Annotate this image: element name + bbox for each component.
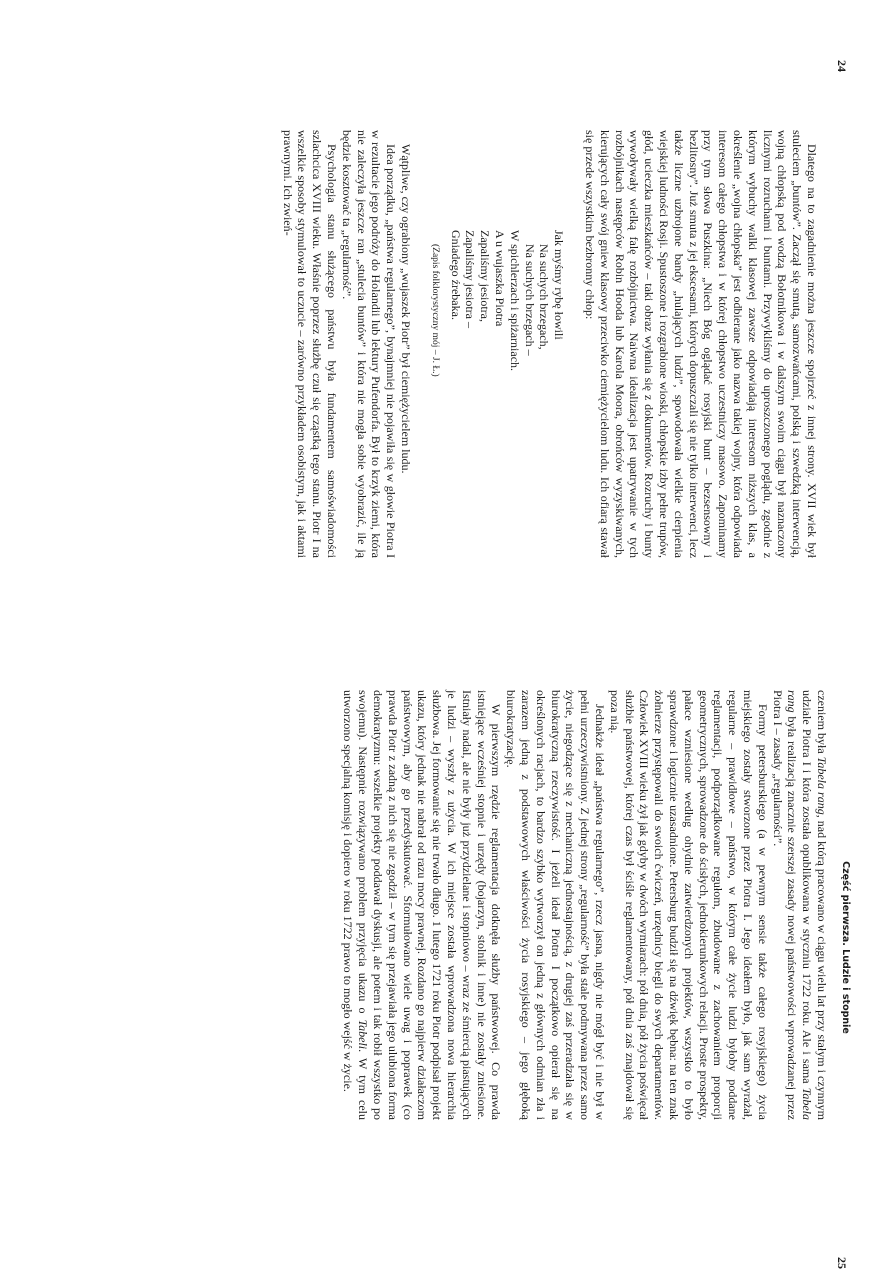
right-paragraph [341, 690, 504, 1120]
poem-line: Na suchych brzegach, [537, 244, 552, 350]
left-paragraph: Wątpliwe, czy ograbiony „wujaszek Piotr” był ciemiężycielem ludu. [399, 144, 414, 474]
running-head: Część pierwsza. Ludzie i stopnie [840, 861, 851, 1034]
poem-line: Jak myśmy rybę łowili [552, 230, 567, 340]
italic-title: Tabela rang [785, 690, 815, 1120]
text-run: była realizacją znacznie szerszej zasady nowej państwowości wprowadzanej przez Piotra I – zasady „regularności”. [770, 690, 800, 1120]
right-paragraph [770, 690, 829, 1120]
italic-title: Tabeli [356, 1019, 371, 1050]
poem-line: Gniadego źrebaka. [448, 230, 463, 320]
right-page [0, 632, 893, 1269]
text-run: W pierwszym rzędzie reglamentacja dotknęła służby państwowej. Co prawda istniejące wcześniej stopnie i urzędy (bojarzyn, stolnik i inne) nie zostały zniesione. Istniały nadal, ale nie były już przydzielane i stopniowo – wraz ze śmiercią piastujących je ludzi – wyszły z użycia. W ich miejsce została wprowadzona nowa hierarchia służbowa. Jej formowanie się nie trwało długo. 1 lutego 1721 roku Piotr podpisał projekt ukazu, który jednak nie nabrał od razu mocy prawnej. Rozdano go najpierw działaczom państwowym, aby go przedyskutować. Sformułowano wiele uwag i poprawek (co prawda Piotr z zadną z nich się nie zgodził – w tym się przejawiała jego ulubiona forma demokratyzmu: wszelkie projekty poddawał dyskusji, ale potem i tak robił wszystko po swojemu). Następnie rozwiązywano problem przyjęcia ukazu o [356, 690, 504, 1120]
text-run: , nad którą pracowano w ciągu wielu lat przy stałym i czynnym udziale Piotra I i która została opublikowana w styczniu 1722 roku. Ale i sama [800, 690, 829, 1120]
left-page-text [280, 130, 819, 558]
poem-line: A u wujaszka Piotra [493, 230, 508, 327]
poem-line: Na suchych brzegach – [522, 244, 537, 356]
right-paragraph: Formy petersburskiego (a w pewnym sensie także całego rosyjskiego) życia miejskiego zostały stworzone przez Piotra I. Jego ideałem było, jak sam wyrażał, regularne – prawidłowe – państwo, w którym całe życie ludzi byłoby poddane reglamentacji, podporządkowane regułom, zbudowane z zachowaniem proporcji geometrycznych, sprowadzone do ścisłych, jednokierunkowych relacji. Proste prospekty, pałace wzniesione według ohydnie zatwierdzonych projektów, wszystko to było sprawdzone i logicznie uzasadnione. Petersburg budził się na dźwięk bębna: na ten znak żołnierze przystępowali do swoich ćwiczeń, urzędnicy biegli do swych departamentów. Człowiek XVIII wieku żył jak gdyby w dwóch wymiarach: pół dnia, pół życia poświęcał służbie państwowej, której czas był ściśle reglamentowany, pół dnia zaś znajdował się poza nią. [607, 690, 770, 1120]
poem-line: Zapaliśmy jesiotra – [463, 230, 478, 328]
folk-poem [427, 230, 566, 558]
text-run: czeniem była [815, 690, 829, 757]
left-paragraph: Idea porządku, „państwa regularnego”, bynajmniej nie pojawiła się w głowie Piotra I w rezultacie jego podróży do Holandii lub lektury Pufendorfa. Był to krzyk ziemi, która nie zaleczyła jeszcze ran „stulecia buntów” i która nie mogła sobie wyobrazić, ile ją będzie kosztować ta „regularność”. [339, 130, 399, 558]
left-page [0, 0, 893, 631]
page-number-left: 24 [835, 60, 849, 72]
text-run: . W tym celu utworzono specjalną komisję i dopiero w roku 1722 prawo to mogło wejść w życie. [341, 690, 371, 1120]
left-paragraph: Psychologia stanu służącego państwu była fundamentem samoświadomości szlachcica XVIII wieku. Właśnie poprzez służbę czuł się cząstką tego stanu. Piotr I na wszelkie sposoby stymulował to uczucie – zarówno przykładem osobistym, jak i aktami prawnymi. Ich zwień- [280, 130, 340, 558]
poem-source-note: (Zapis folklorystyczny mój – J. Ł.) [429, 244, 440, 377]
italic-title: Tabela rang [815, 756, 829, 815]
right-page-text [341, 690, 829, 1120]
right-paragraph: Jednakże ideał „państwa regularnego”, rzecz jasna, nigdy nie mógł być i nie był w pełni urzeczywistniony. Z jednej strony „regularność” była stale podmywana przez samo życie, niegodzące się z mechaniczną jednostajnością, z drugiej zaś przeradzała się w biurokratyczną rzeczywistość. I jeżeli ideał Piotra I początkowo opierał się na określonych racjach, to bardzo szybko wytworzył on jedną z głównych odmian zła i zarazem jedną z podstawowych właściwości życia rosyjskiego – jego głęboką biurokratyzację. [504, 690, 608, 1120]
poem-line: W spichlerzach i spiżarniach. [507, 230, 522, 372]
page-number-right: 25 [835, 1257, 849, 1269]
poem-line: Zapaliśmy jesiotra, [478, 230, 493, 322]
left-paragraph: Dlatego na to zagadnienie można jeszcze spojrzeć z innej strony. XVII wiek był stuleciem „buntów”. Zaczął się smutą, samozwańcami, polską i szwedzką interwencją, wojną chłopską pod wodzą Bołotnikowa i w dalszym swoim ciągu był naznaczony licznymi rozruchami i buntami. Przywykliśmy do uproszczonego poglądu, zgodnie z którym wybuchy walki klasowej zawsze odpowiadają interesom niższych klas, a określenie „wojna chłopska” jest odbierane jako nazwa takiej wojny, która odpowiada interesom całego chłopstwa i w której chłopstwo uczestniczy masowo. Zapominamy przy tym słowa Puszkina: „Niech Bóg oglądać rosyjski bunt – bezsensowny i bezlitosny”. Już smuta z jej ekscesami, których dopuszczali się nie tylko interwenci, lecz także liczne uzbrojone bandy „hulających ludzi”, spowodowała wielkie cierpienia wiejskiej ludności Rosji. Spustoszone i rozgrabione wioski, chłopskie izby pełne trupów, głód, ucieczka mieszkańców – taki obraz wyłania się z dokumentów. Rozruchy i bunty wywoływały wielką falę rozbójnictwa. Naiwna idealizacja jest upatrywanie w tych rozbójnikach następców Robin Hooda lub Karola Moora, obrońców wyzyskiwanych, kierujących cały swój gniew klasowy przeciwko ciemiężycielom ludu. Ich ofiarą stawał się przede wszystkim bezbronny chłop: [583, 130, 819, 558]
